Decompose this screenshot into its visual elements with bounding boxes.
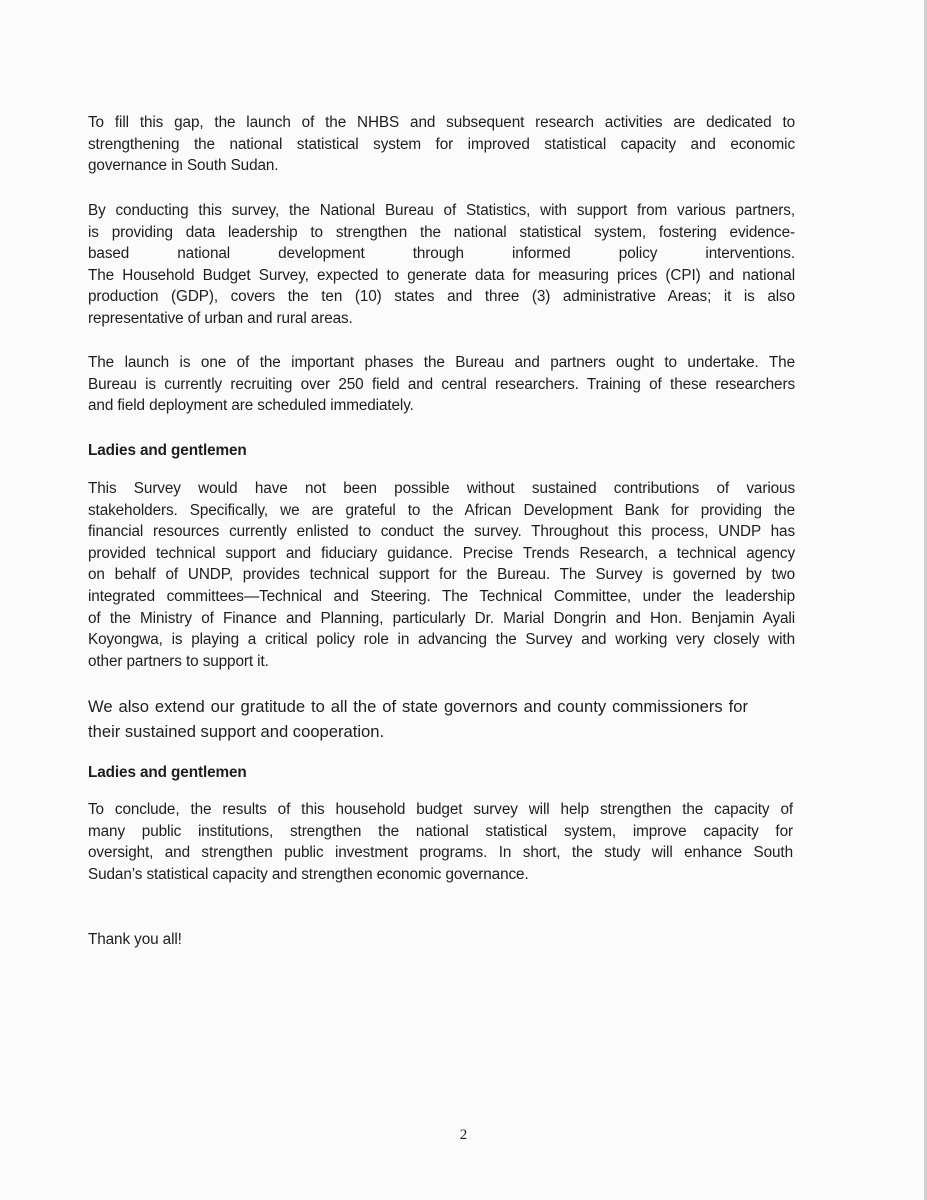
text-line: many public institutions, strengthen the national statistical system, improve capacity for xyxy=(88,822,793,840)
text-line: is providing data leadership to strengthen the national statistical system, fostering evidence- xyxy=(88,223,795,241)
paragraph-gratitude xyxy=(88,694,748,744)
text-line: To fill this gap, the launch of the NHBS and subsequent research activities are dedicated to xyxy=(88,114,795,131)
text-line: on behalf of UNDP, provides technical support for the Bureau. The Survey is governed by two xyxy=(88,566,795,584)
text-line: of the Ministry of Finance and Planning, particularly Dr. Marial Dongrin and Hon. Benjamin Ayali xyxy=(88,609,795,627)
text-line: provided technical support and fiduciary guidance. Precise Trends Research, a technical agency xyxy=(88,544,795,562)
text-line: production (GDP), covers the ten (10) states and three (3) administrative Areas; it is also xyxy=(88,288,795,306)
text-line: By conducting this survey, the National Bureau of Statistics, with support from various partners, xyxy=(88,202,795,219)
text-line: integrated committees—Technical and Steering. The Technical Committee, under the leadership xyxy=(88,587,795,605)
text-line: governance in South Sudan. xyxy=(88,157,279,175)
text-line: strengthening the national statistical system for improved statistical capacity and economic xyxy=(88,135,795,153)
text-line: This Survey would have not been possible without sustained contributions of various xyxy=(88,480,795,497)
text-line: and field deployment are scheduled immediately. xyxy=(88,397,414,415)
text-line: stakeholders. Specifically, we are grateful to the African Development Bank for providing the xyxy=(88,501,795,519)
text-line: based national development through informed policy interventions. xyxy=(88,245,795,263)
paragraph-gap xyxy=(88,112,795,177)
text-line: Ladies and gentlemen xyxy=(88,764,247,781)
paragraph-conducting-survey xyxy=(88,200,795,330)
text-line: representative of urban and rural areas. xyxy=(88,309,353,327)
heading-ladies-gentlemen-1 xyxy=(88,440,795,462)
text-line: Ladies and gentlemen xyxy=(88,442,247,459)
paragraph-thanks xyxy=(88,929,795,951)
text-line: Bureau is currently recruiting over 250 field and central researchers. Training of these researchers xyxy=(88,375,795,393)
page-number: 2 xyxy=(459,1127,468,1143)
text-line: Sudan’s statistical capacity and strengthen economic governance. xyxy=(88,865,529,883)
text-line: The launch is one of the important phases the Bureau and partners ought to undertake. The xyxy=(88,354,795,371)
text-line: other partners to support it. xyxy=(88,652,269,670)
text-line: Thank you all! xyxy=(88,931,182,948)
text-line: Koyongwa, is playing a critical policy role in advancing the Survey and working very closely with xyxy=(88,631,795,649)
heading-ladies-gentlemen-2 xyxy=(88,762,795,784)
text-line: To conclude, the results of this household budget survey will help strengthen the capacity of xyxy=(88,801,793,818)
paragraph-contributions xyxy=(88,478,795,672)
text-line: financial resources currently enlisted to conduct the survey. Throughout this process, UNDP has xyxy=(88,523,795,541)
text-line: The Household Budget Survey, expected to generate data for measuring prices (CPI) and national xyxy=(88,266,795,284)
text-line: their sustained support and cooperation. xyxy=(88,722,385,741)
paragraph-launch xyxy=(88,352,795,417)
text-line: We also extend our gratitude to all the of state governors and county commissioners for xyxy=(88,697,748,716)
text-line: oversight, and strengthen public investment programs. In short, the study will enhance South xyxy=(88,844,793,862)
paragraph-conclusion xyxy=(88,799,793,885)
